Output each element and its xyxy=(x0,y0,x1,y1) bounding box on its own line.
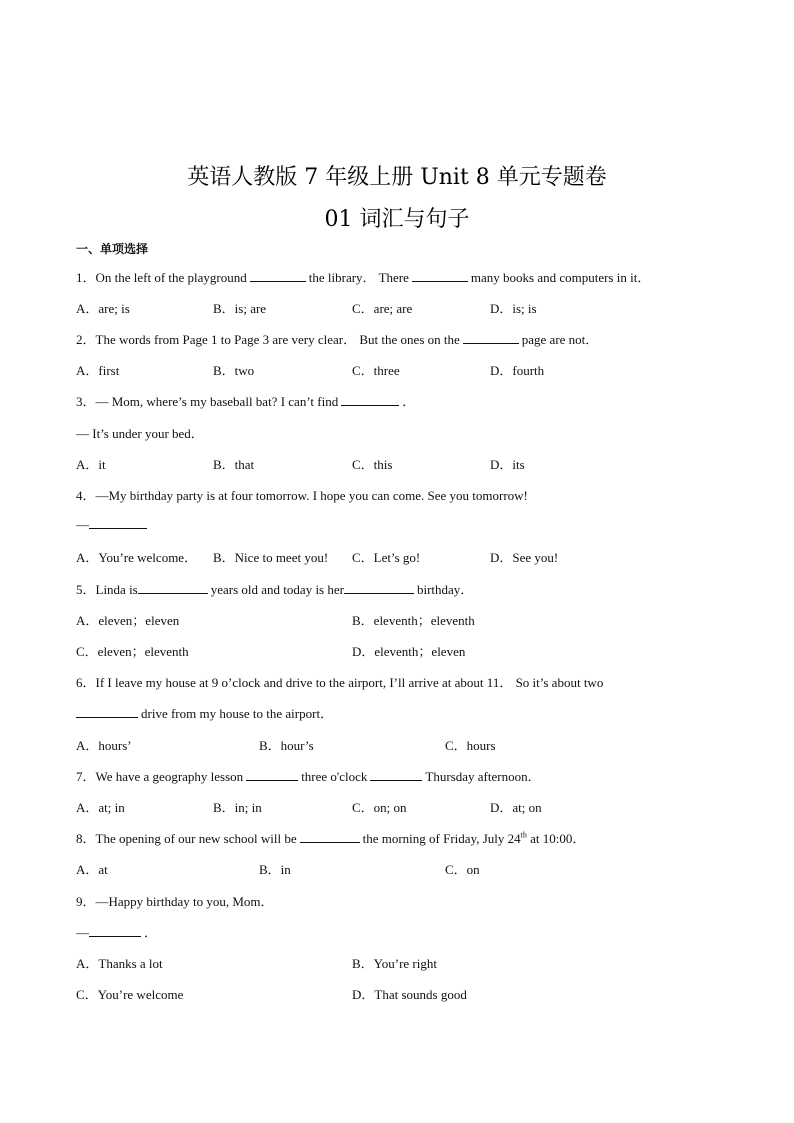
option-b[interactable]: B．in xyxy=(259,862,291,877)
option-b[interactable]: B．two xyxy=(213,363,255,378)
question-9: 9．—Happy birthday to you, Mom． xyxy=(76,894,274,909)
option-c[interactable]: C．this xyxy=(352,457,393,472)
question-6-cont: drive from my house to the airport． xyxy=(76,703,333,722)
option-c[interactable]: C．are; are xyxy=(352,301,413,316)
option-a[interactable]: A．first xyxy=(76,363,120,378)
option-a[interactable]: A．You’re welcome． xyxy=(76,550,198,565)
option-a[interactable]: A．it xyxy=(76,457,106,472)
option-d[interactable]: D．fourth xyxy=(490,363,545,378)
option-a[interactable]: A．eleven；eleven xyxy=(76,613,180,628)
answer-blank[interactable] xyxy=(370,768,422,781)
question-9-reply: — ． xyxy=(76,925,158,940)
option-b[interactable]: B．in; in xyxy=(213,800,262,815)
page-title: 英语人教版 7 年级上册 Unit 8 单元专题卷 xyxy=(187,165,607,190)
option-a[interactable]: A．hours’ xyxy=(76,738,132,753)
option-d[interactable]: D．at; on xyxy=(490,800,542,815)
answer-blank[interactable] xyxy=(463,331,519,344)
answer-blank[interactable] xyxy=(246,768,298,781)
option-d[interactable]: D．See you! xyxy=(490,550,559,565)
answer-blank[interactable] xyxy=(300,830,360,843)
answer-blank[interactable] xyxy=(76,705,138,718)
question-4: 4．—My birthday party is at four tomorrow. I hope you can come. See you tomorrow! xyxy=(76,488,528,503)
answer-blank[interactable] xyxy=(89,924,141,937)
answer-blank[interactable] xyxy=(412,269,468,282)
option-c[interactable]: C．Let’s go! xyxy=(352,550,421,565)
option-a[interactable]: A．are; is xyxy=(76,301,130,316)
question-4-reply: — xyxy=(76,516,150,533)
option-b[interactable]: B．hour’s xyxy=(259,738,314,753)
option-d[interactable]: D．its xyxy=(490,457,525,472)
question-2: 2．The words from Page 1 to Page 3 are very clear． But the ones on the page are not． xyxy=(76,332,599,347)
question-7: 7．We have a geography lesson three o'clock Thursday afternoon． xyxy=(76,769,541,784)
answer-blank[interactable] xyxy=(138,581,208,594)
page-subtitle: 01 词汇与句子 xyxy=(324,207,470,232)
question-3-reply: — It’s under your bed． xyxy=(76,426,204,441)
question-6: 6．If I leave my house at 9 o’clock and drive to the airport, I’ll arrive at about 11． So it’s about two xyxy=(76,675,604,690)
option-c[interactable]: C．You’re welcome xyxy=(76,987,184,1002)
question-8: 8．The opening of our new school will be the morning of Friday, July 24th at 10:00． xyxy=(76,830,586,846)
question-5: 5．Linda is years old and today is her birthday． xyxy=(76,582,474,597)
option-c[interactable]: C．on; on xyxy=(352,800,407,815)
option-b[interactable]: B．Nice to meet you! xyxy=(213,550,329,565)
answer-blank[interactable] xyxy=(341,393,399,406)
option-a[interactable]: A．at; in xyxy=(76,800,125,815)
option-a[interactable]: A．Thanks a lot xyxy=(76,956,163,971)
question-1: 1．On the left of the playground the library． There many books and computers in it． xyxy=(76,270,651,285)
option-b[interactable]: B．is; are xyxy=(213,301,267,316)
option-b[interactable]: B．eleventh；eleventh xyxy=(352,613,475,628)
option-c[interactable]: C．on xyxy=(445,862,480,877)
option-b[interactable]: B．You’re right xyxy=(352,956,437,971)
answer-blank[interactable] xyxy=(250,269,306,282)
option-c[interactable]: C．eleven；eleventh xyxy=(76,644,189,659)
option-d[interactable]: D．That sounds good xyxy=(352,987,467,1002)
option-d[interactable]: D．eleventh；eleven xyxy=(352,644,466,659)
section-heading: 一、单项选择 xyxy=(76,242,149,256)
option-a[interactable]: A．at xyxy=(76,862,108,877)
option-d[interactable]: D．is; is xyxy=(490,301,537,316)
option-c[interactable]: C．hours xyxy=(445,738,496,753)
answer-blank[interactable] xyxy=(344,581,414,594)
answer-blank[interactable] xyxy=(89,516,147,529)
option-b[interactable]: B．that xyxy=(213,457,255,472)
question-3: 3．— Mom, where’s my baseball bat? I can’t find ． xyxy=(76,394,416,409)
option-c[interactable]: C．three xyxy=(352,363,400,378)
